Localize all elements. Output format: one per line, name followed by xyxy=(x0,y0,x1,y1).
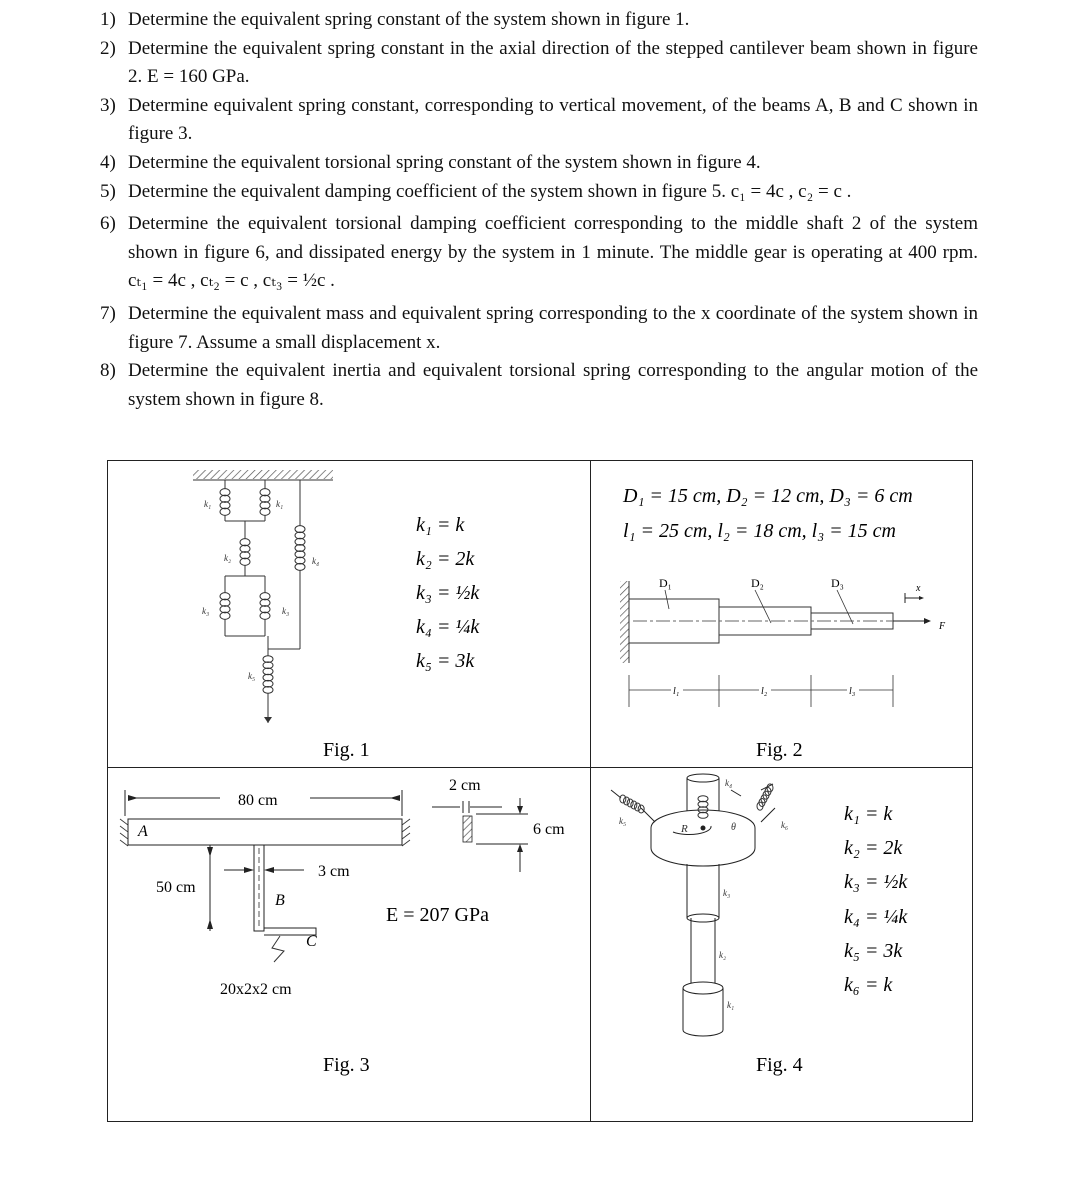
question-number: 7) xyxy=(100,302,116,324)
question-5 xyxy=(100,178,978,207)
shaft-assembly xyxy=(651,774,755,1036)
spring-coil xyxy=(631,801,637,809)
label-k2: k₂ xyxy=(719,950,727,960)
spring-coil xyxy=(627,799,633,807)
question-8 xyxy=(100,357,978,414)
question-text: Determine the equivalent spring constant of the system shown in figure 1. xyxy=(128,9,690,30)
value-k5: k₅ = 3k xyxy=(844,940,903,962)
x-arrowhead xyxy=(919,596,924,600)
question-number: 1) xyxy=(100,9,116,30)
label-k1: k₁ xyxy=(727,1000,735,1010)
label-k6: k₆ xyxy=(781,820,789,830)
question-number: 3) xyxy=(100,94,116,116)
fig1-caption: Fig. 1 xyxy=(323,739,370,761)
label-D2: D₂ xyxy=(751,576,764,590)
beam-C-leader xyxy=(272,936,284,962)
label-theta: θ xyxy=(731,822,736,833)
fig1-values xyxy=(416,514,480,672)
label-l3: l₃ xyxy=(849,686,856,697)
question-text: Determine the equivalent torsional damping coefficient corresponding to the middle shaft 2 of the system shown in figure 6, and dissipated energy by the system in 1 minute. The middle gear is operating at 400 rpm. cₜ₁ = 4c , cₜ₂ = c , cₜ₃ = ½c . xyxy=(128,213,978,292)
label-A: A xyxy=(138,823,148,840)
beam-supports xyxy=(120,819,410,846)
height-arrow-top xyxy=(207,847,213,857)
question-number: 2) xyxy=(100,37,116,59)
bottom-disk xyxy=(683,988,723,1036)
cross-section xyxy=(463,816,472,842)
lower-shaft xyxy=(691,918,715,988)
value-k4: k₄ = ¼k xyxy=(416,616,480,638)
label-section-height: 6 cm xyxy=(533,821,565,838)
force-arrowhead xyxy=(924,618,931,624)
middle-shaft xyxy=(687,864,719,918)
label-l1: l₁ xyxy=(673,686,680,697)
ceiling-support xyxy=(193,470,333,479)
question-text: Determine equivalent spring constant, corresponding to vertical movement, of the beams A, B and C shown in figure 3. xyxy=(128,94,978,145)
question-text: Determine the equivalent mass and equivalent spring corresponding to the x coordinate of the system shown in figure 7. Assume a small displacement x. xyxy=(128,302,978,353)
label-tube: 20x2x2 cm xyxy=(220,981,292,998)
label-D1: D₁ xyxy=(659,576,672,590)
label-height: 50 cm xyxy=(156,879,196,896)
figure-grid xyxy=(107,460,973,1122)
length-labels xyxy=(673,686,856,697)
width-arrow-right xyxy=(264,867,274,873)
dim-arrow-left xyxy=(128,795,138,801)
section-dimensions xyxy=(432,798,528,872)
question-number: 8) xyxy=(100,360,116,382)
beam-A xyxy=(128,819,402,845)
spring-coils xyxy=(220,489,305,694)
question-1 xyxy=(100,6,978,35)
label-k1a: k₁ xyxy=(204,499,212,509)
wall-support xyxy=(620,581,629,663)
dim-arrow-right xyxy=(390,795,400,801)
figure-4 xyxy=(591,768,973,1123)
question-text: Determine the equivalent damping coefficient of the system shown in figure 5. c₁ = 4c , c₂ = c . xyxy=(128,180,852,202)
spring-coil xyxy=(635,803,641,811)
question-text: Determine the equivalent inertia and equivalent torsional spring corresponding to the angular motion of the system shown in figure 8. xyxy=(128,360,978,410)
disk-center xyxy=(701,826,706,831)
spring-network xyxy=(225,480,300,723)
label-width: 3 cm xyxy=(318,863,350,880)
label-x: x xyxy=(916,583,921,594)
label-modulus: E = 207 GPa xyxy=(386,904,489,926)
figure-2 xyxy=(591,461,973,767)
question-number: 6) xyxy=(100,213,116,235)
question-text: Determine the equivalent torsional spring constant of the system shown in figure 4. xyxy=(128,151,761,173)
value-k3: k₃ = ½k xyxy=(416,582,480,604)
value-k5: k₅ = 3k xyxy=(416,650,475,672)
diameter-labels xyxy=(659,576,844,590)
upper-shaft-top xyxy=(687,774,719,782)
value-k1: k₁ = k xyxy=(416,514,465,536)
figure-1 xyxy=(108,461,590,767)
value-k3: k₃ = ½k xyxy=(844,871,908,893)
section-arrow-top xyxy=(517,806,523,814)
load-arrow xyxy=(264,717,272,723)
label-k4: k₄ xyxy=(312,556,320,566)
figure-3 xyxy=(108,768,590,1123)
fig2-dims-line1: D₁ = 15 cm, D₂ = 12 cm, D₃ = 6 cm xyxy=(623,485,913,507)
label-k1b: k₁ xyxy=(276,499,284,509)
value-k2: k₂ = 2k xyxy=(844,837,903,859)
label-length: 80 cm xyxy=(238,792,278,809)
spring-coil xyxy=(638,805,644,813)
fig4-values xyxy=(844,803,908,996)
fig2-caption: Fig. 2 xyxy=(756,739,803,761)
label-B: B xyxy=(275,892,285,909)
fig3-caption: Fig. 3 xyxy=(323,1054,370,1076)
question-number: 4) xyxy=(100,151,116,173)
spring-coil xyxy=(624,797,630,805)
label-k4: k₄ xyxy=(725,778,733,788)
height-arrow-bottom xyxy=(207,919,213,929)
label-k3: k₃ xyxy=(723,888,731,898)
question-7 xyxy=(100,300,978,357)
value-k1: k₁ = k xyxy=(844,803,893,825)
question-4 xyxy=(100,149,978,178)
label-l2: l₂ xyxy=(761,686,768,697)
question-2 xyxy=(100,35,978,92)
value-k2: k₂ = 2k xyxy=(416,548,475,570)
label-k5: k₅ xyxy=(619,816,627,826)
label-C: C xyxy=(306,933,317,950)
question-text: Determine the equivalent spring constant in the axial direction of the stepped cantilever beam shown in figure 2. E = 160 GPa. xyxy=(128,37,978,88)
label-D3: D₃ xyxy=(831,576,844,590)
question-list xyxy=(100,6,978,414)
section-arrow-bottom xyxy=(517,844,523,852)
label-section-width: 2 cm xyxy=(449,777,481,794)
label-R: R xyxy=(681,823,688,835)
width-arrow-left xyxy=(244,867,254,873)
label-k5: k₅ xyxy=(248,671,256,681)
label-F: F xyxy=(939,621,946,632)
label-k3a: k₃ xyxy=(202,606,210,616)
spring-labels xyxy=(202,499,319,681)
question-6 xyxy=(100,210,978,296)
value-k4: k₄ = ¼k xyxy=(844,906,908,928)
label-k3b: k₃ xyxy=(282,606,290,616)
fig2-dims-line2: l₁ = 25 cm, l₂ = 18 cm, l₃ = 15 cm xyxy=(623,520,896,542)
spring-coil xyxy=(620,795,626,803)
label-k2: k₂ xyxy=(224,553,232,563)
disk-side xyxy=(651,828,755,866)
question-3 xyxy=(100,92,978,149)
question-number: 5) xyxy=(100,180,116,202)
fig4-caption: Fig. 4 xyxy=(756,1054,803,1076)
value-k6: k₆ = k xyxy=(844,974,893,996)
